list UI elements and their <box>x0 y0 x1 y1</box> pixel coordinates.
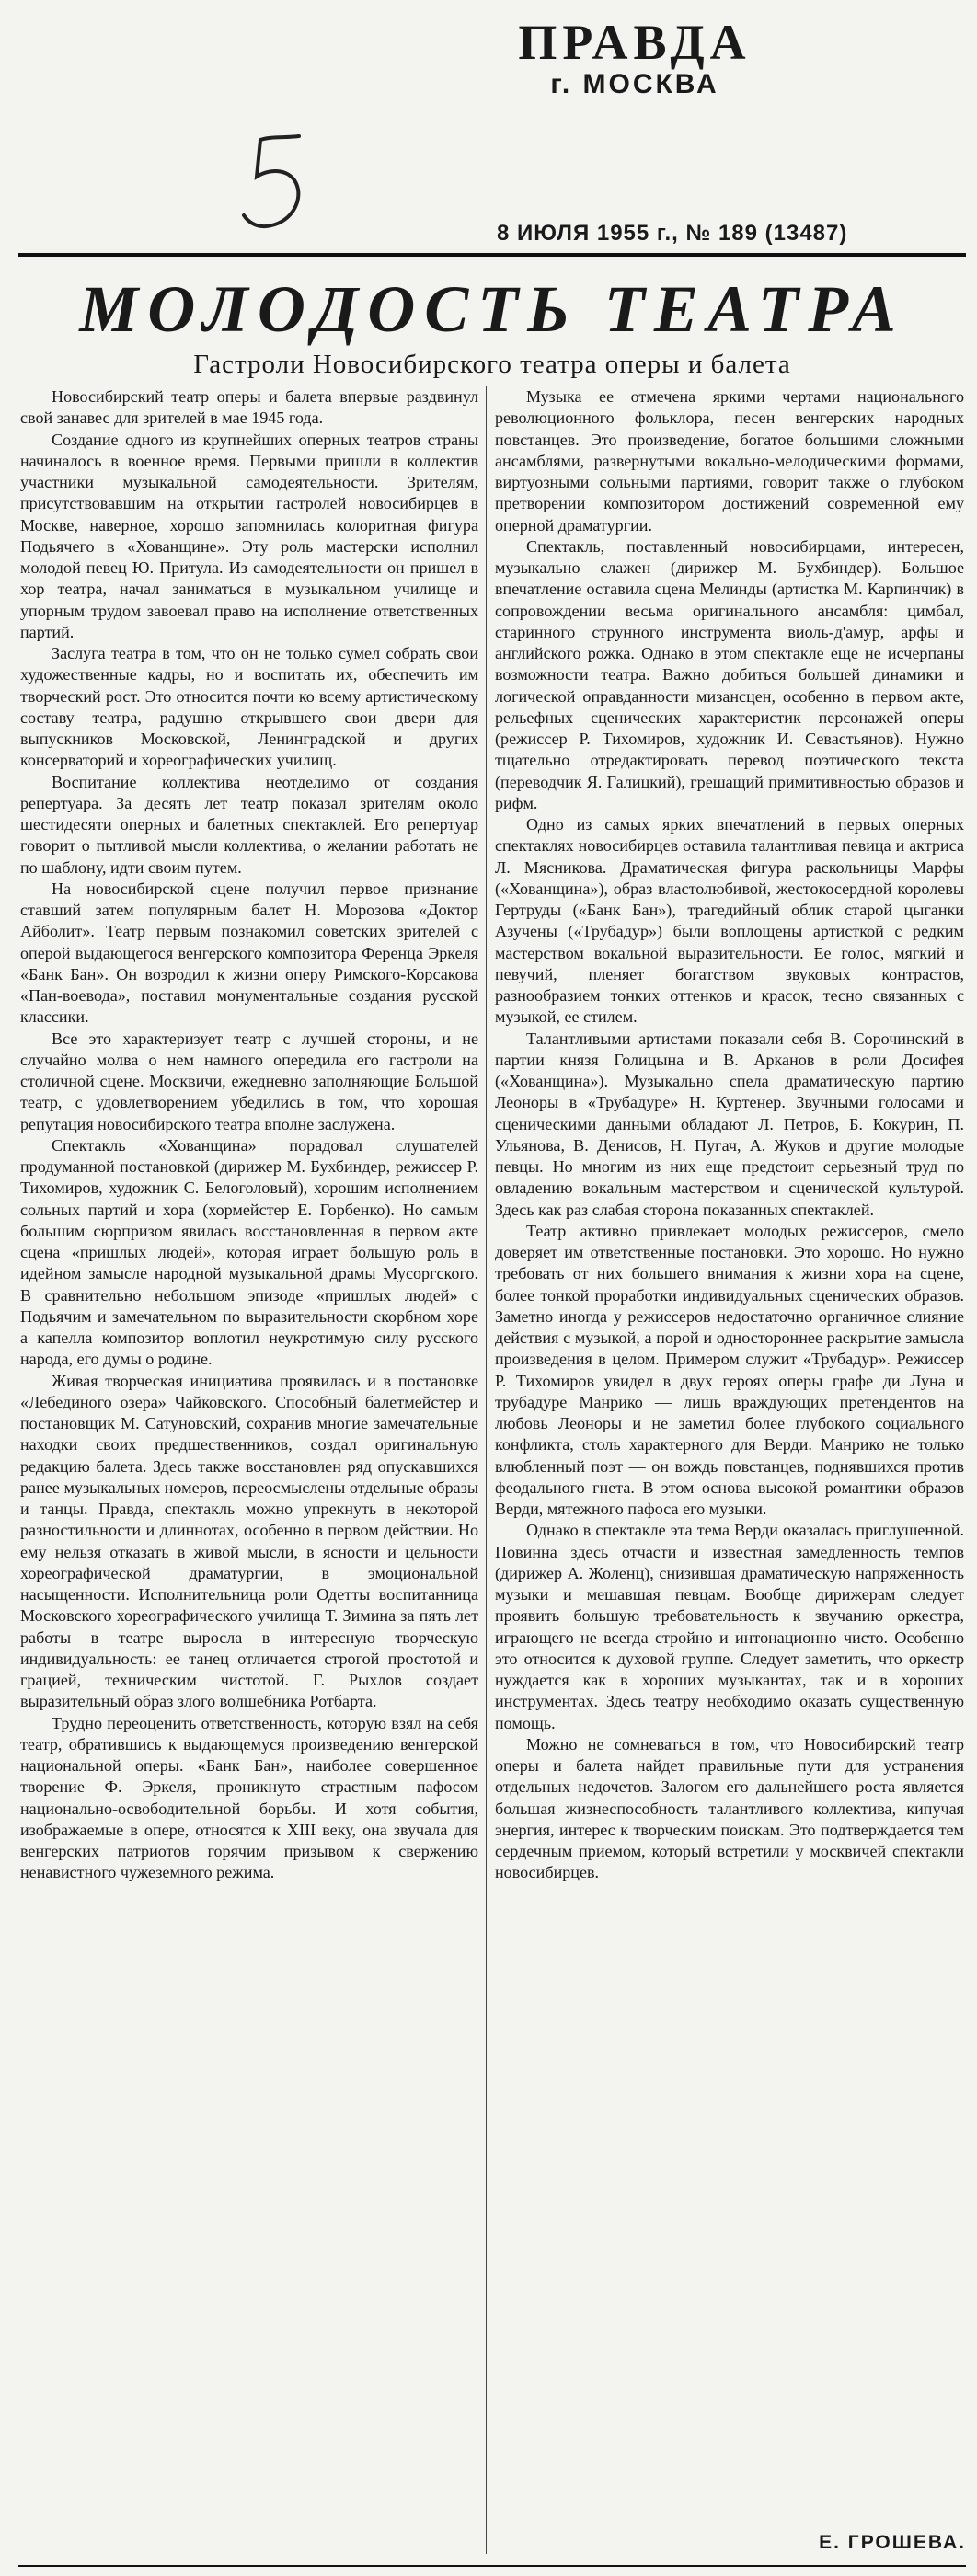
article-paragraph: Создание одного из крупнейших оперных театров страны начиналось в военное время. Первыми пришли в коллектив участники музыкальной самодеятельности. Зрителям, присутствовавшим на открытии гастролей новосибирцев в Москве, наверное, хорошо запомнилась колоритная фигура Подьячего в «Хованщине». Эту роль мастерски исполнил молодой певец Ю. Притула. Из самодеятельности он пришел в хор театра, начал заниматься в музыкальном училище и упорным трудом завоевал право на исполнение ответственных партий. <box>20 430 478 641</box>
article-paragraph: Можно не сомневаться в том, что Новосибирский театр оперы и балета найдет правильные пути для устранения отдельных недочетов. Залогом его дальнейшего роста является большая жизнеспособность талантливого коллектива, кипучая энергия, интерес к творческим поискам. Это подтверждается тем сердечным приемом, который встретили у москвичей спектакли новосибирцев. <box>495 1734 964 1882</box>
article-paragraph: Заслуга театра в том, что он не только сумел собрать свои художественные кадры, но и воспитать их, обеспечить им творческий рост. Это относится почти ко всему артистическому составу театра, радушно открывшего свои двери для выпускников Московской, Ленинградской и других консерваторий и хореографических училищ. <box>20 644 478 770</box>
article-paragraph: Театр активно привлекает молодых режиссеров, смело доверяет им ответственные постановки. Это хорошо. Но нужно требовать от них большего внимания к жизни хора на сцене, более тонкой проработки индивидуальных сценических образов. Заметно иногда у режиссеров недостаточно органичное слияние действия с музыкой, а порой и одностороннее раскрытие замысла произведения в целом. Примером служит «Трубадур». Режиссер Р. Тихомиров увидел в двух героях оперы графе ди Луна и трубадуре Манрико — лишь враждующих претендентов на любовь Леоноры и не заметил более глубокого социального конфликта, столь характерного для Верди. Манрико не только влюбленный поэт — он вождь повстанцев, поднявшихся против феодального гнета. В этом основа высокой романтики образов Верди, мятежного пафоса его музыки. <box>495 1221 964 1518</box>
article-paragraph: Спектакль, поставленный новосибирцами, интересен, музыкально слажен (дирижер М. Бухбиндер). Большое впечатление оставила сцена Мелинды (артистка М. Карпинчик) в сопровождении весьма оригинального ансамбля: цимбал, старинного струнного инструмента виоль-д'амур, арфы и английского рожка. Однако в этом спектакле еще не исчерпаны возможности театра. Важно добиться большей динамики и логической оправданности мизансцен, особенно в первом акте, рельефных сценических характеристик персонажей оперы (режиссер Р. Тихомиров, художник И. Севастьянов). Нужно тщательно отредактировать перевод поэтического текста (переводчик Я. Галицкий), грешащий примитивностью образов и рифм. <box>495 536 964 812</box>
article-paragraph: Все это характеризует театр с лучшей стороны, и не случайно молва о нем намного опередила его гастроли на столичной сцене. Москвичи, ежедневно заполняющие Большой театр, с удовлетворением убедились в том, что хорошая репутация новосибирского театра вполне заслужена. <box>20 1029 478 1133</box>
article-subheadline: Гастроли Новосибирского театра оперы и балета <box>193 350 791 379</box>
article-paragraph: Одно из самых ярких впечатлений в первых оперных спектаклях новосибирцев оставила талантливая певица и актриса Л. Мясникова. Драматическая фигура раскольницы Марфы («Хованщина»), образ властолюбивой, жестокосердной королевы Гертруды («Банк Бан»), трагедийный облик старой цыганки Азучены («Трубадур») были воплощены артисткой с редким мастерством вокальной выразительности. Ее голос, мягкий и певучий, пленяет богатством звуковых контрастов, разнообразием тонких оттенков и красок, тесно связанных с музыкой, ее стилем. <box>495 815 964 1027</box>
article-paragraph: На новосибирской сцене получил первое признание ставший затем популярным балет Н. Морозова «Доктор Айболит». Театр первым познакомил советских зрителей с оперой выдающегося венгерского композитора Ференца Эркеля «Банк Бан». Он возродил к жизни оперу Римского-Корсакова «Пан-воевода», поставил монументальные создания русской классики. <box>20 879 478 1027</box>
article-paragraph: Трудно переоценить ответственность, которую взял на себя театр, обратившись к выдающемуся произведению венгерской национальной оперы. «Банк Бан», наиболее совершенное творение Ф. Эркеля, проникнуто страстным пафосом национально-освободительной борьбы. И хотя события, изображаемые в опере, относятся к XIII веку, она звучала для венгерских патриотов горячим призывом к свержению ненавистного чужеземного режима. <box>20 1713 478 1882</box>
author-signature: Е. ГРОШЕВА. <box>819 2532 966 2553</box>
article-paragraph: Однако в спектакле эта тема Верди оказалась приглушенной. Повинна здесь отчасти и известная замедленность темпов (дирижер А. Жоленц), снизившая драматическую напряженность музыки и мешавшая певцам. Вообще дирижерам следует проявить большую требовательность к звучанию оркестра, играющего не всегда стройно и интонационно чисто. Особенно это относится к духовой группе. Следует заметить, что оркестр нуждается как в хороших музыкантах, так и в хороших инструментах. Здесь театру необходимо оказать существенную помощь. <box>495 1521 964 1732</box>
masthead <box>497 17 773 101</box>
column-divider <box>486 386 487 2554</box>
header-rule <box>18 253 966 257</box>
article-headline: МОЛОДОСТЬ ТЕАТРА <box>79 272 905 346</box>
article-paragraph: Талантливыми артистами показали себя В. Сорочинский в партии князя Голицына и В. Арканов в роли Досифея («Хованщина»). Музыкально спела драматическую партию Леоноры в «Трубадуре» Н. Куртенер. Звучными голосами и сценическими данными обладают Л. Петров, Б. Кокурин, П. Ульянова, В. Денисов, Н. Пугач, А. Жуков и другие молодые певцы. Но многим из них еще предстоит серьезный труд по овладению вокальным мастерством и сценической культурой. Здесь как раз слабая сторона показанных спектаклей. <box>495 1029 964 1219</box>
article-column-left <box>20 386 478 2554</box>
footer-rule <box>18 2565 966 2567</box>
newspaper-name: ПРАВДА <box>518 15 752 70</box>
article-paragraph: Спектакль «Хованщина» порадовал слушателей продуманной постановкой (дирижер М. Бухбиндер, режиссер Р. Тихомиров, художник С. Белоголовый), хорошим исполнением сольных партий и хора (хормейстер Е. Горбенко). Но самым большим сюрпризом явилась восстановленная в первом акте сцена «пришлых людей», которая играет большую роль в идейном замысле народной музыкальной драмы Мусоргского. В сравнительно небольшом эпизоде «пришлых людей» с Подьячим и замечательном по выразительности скорбном хоре а капелла композитор воплотил неукротимую силу русского народа, его думы о родине. <box>20 1135 478 1369</box>
article-paragraph: Воспитание коллектива неотделимо от создания репертуара. За десять лет театр показал зрителям около шестидесяти оперных и балетных спектаклей. Его репертуар говорит о пытливой мысли коллектива, о желании работать не по шаблону, идти своим путем. <box>20 772 478 877</box>
newspaper-city: г. МОСКВА <box>550 69 719 99</box>
article-column-right <box>495 386 964 2554</box>
article-paragraph: Музыка ее отмечена яркими чертами национального революционного фольклора, песен венгерских народных повстанцев. Это произведение, богатое большими сложными ансамблями, развернутыми вокально-мелодическими формами, виртуозными сольными партиями, говорит также о глубоком претворении композитором достижений современной ему оперной драматургии. <box>495 387 964 535</box>
article-paragraph: Новосибирский театр оперы и балета впервые раздвинул свой занавес для зрителей в мае 1945 года. <box>20 387 478 428</box>
article-paragraph: Живая творческая инициатива проявилась и в постановке «Лебединого озера» Чайковского. Способный балетмейстер и постановщик М. Сатуновский, сохранив многие замечательные находки своих предшественников, создал оригинальную редакцию балета. Здесь также восстановлен ряд опускавшихся ранее музыкальных номеров, переосмыслены отдельные образы и танцы. Правда, спектакль можно упрекнуть в некоторой разностильности и длиннотах, особенно в первом действии. Но ему нельзя отказать в живой мысли, в ясности и цельности хореографической драматургии, в эмоциональной насыщенности. Исполнительница роли Одетты воспитанница Московского хореографического училища Т. Зимина за пять лет работы в театре выросла в интересную творческую индивидуальность: ее танец отличается строгой простотой и грацией, техническим чистотой. Г. Рыхлов создает выразительный образ злого волшебника Ротбарта. <box>20 1371 478 1711</box>
handwritten-five-mark <box>235 129 317 239</box>
issue-date-number: 8 ИЮЛЯ 1955 г., № 189 (13487) <box>497 221 848 246</box>
